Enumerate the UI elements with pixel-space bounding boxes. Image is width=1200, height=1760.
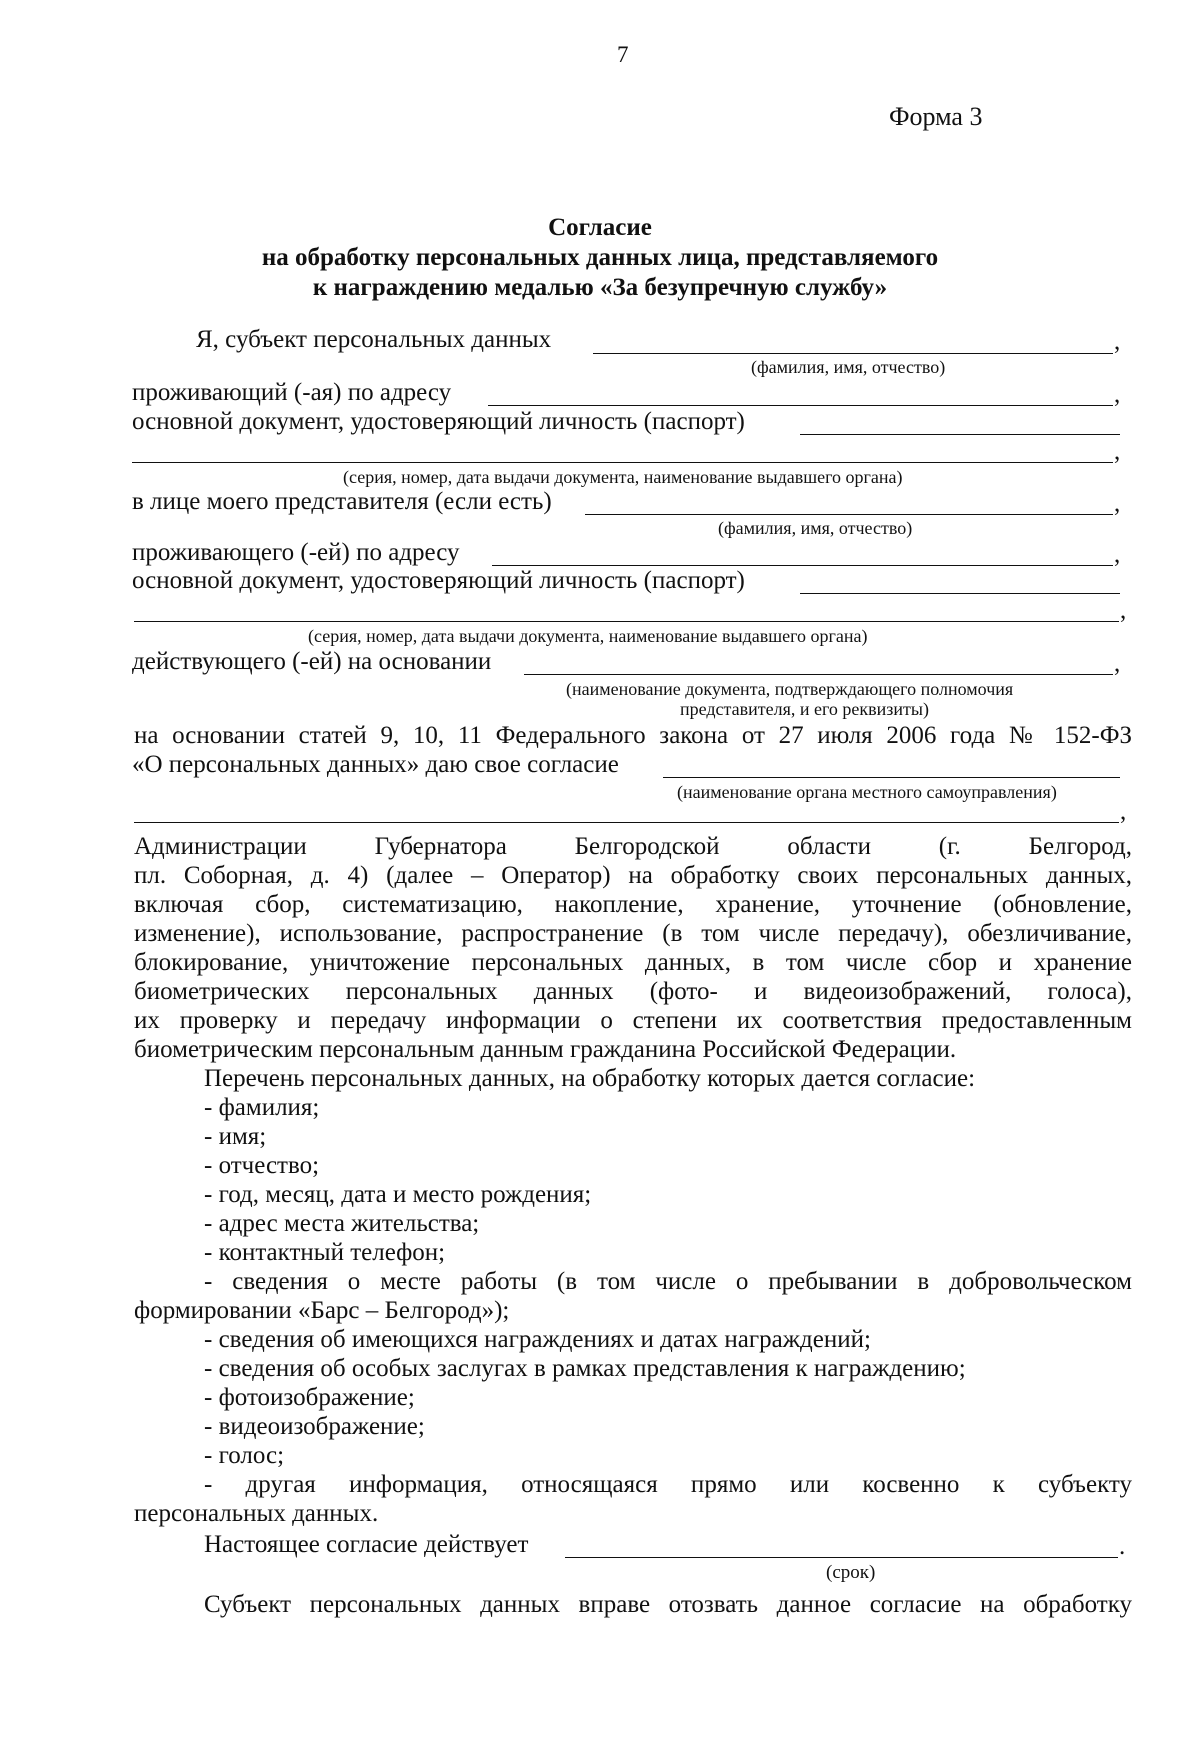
- list-item-work: - сведения о месте работы (в том числе о пребывании в добровольческом: [204, 1268, 1132, 1295]
- list-item: - фамилия;: [204, 1094, 320, 1121]
- comma: ,: [1114, 381, 1121, 408]
- organ-field-1[interactable]: [663, 777, 1120, 778]
- form-label: Форма 3: [889, 102, 983, 131]
- validity-term-field[interactable]: [565, 1557, 1118, 1558]
- word: области: [787, 833, 871, 860]
- list-item: - контактный телефон;: [204, 1239, 446, 1266]
- document-label: основной документ, удостоверяющий личность (паспорт): [132, 408, 745, 435]
- word: Белгородской: [574, 833, 720, 860]
- list-item: - голос;: [204, 1442, 285, 1469]
- basis-caption-2: представителя, и его реквизиты): [680, 699, 929, 719]
- word: Белгород,: [1028, 833, 1132, 860]
- organ-caption: (наименование органа местного самоуправления): [677, 782, 1057, 802]
- list-item: - сведения об имеющихся награждениях и датах награждений;: [204, 1326, 871, 1353]
- basis-caption-1: (наименование документа, подтверждающего полномочия: [566, 679, 1014, 699]
- paragraph-line: включая сбор, систематизацию, накопление, хранение, уточнение (обновление,: [134, 891, 1132, 918]
- comma: ,: [1114, 541, 1121, 568]
- list-item: - отчество;: [204, 1152, 320, 1179]
- comma: ,: [1114, 490, 1121, 517]
- subject-caption: (фамилия, имя, отчество): [751, 357, 946, 377]
- paragraph-line: пл. Соборная, д. 4) (далее – Оператор) на обработку своих персональных данных,: [134, 862, 1132, 889]
- list-item-work-cont: формировании «Барс – Белгород»);: [134, 1297, 510, 1324]
- list-intro: Перечень персональных данных, на обработку которых дается согласие:: [204, 1065, 976, 1092]
- rep-document-field-1[interactable]: [800, 593, 1120, 594]
- title-line-1: Согласие: [548, 214, 652, 241]
- document-field-2[interactable]: [132, 462, 1113, 463]
- paragraph-line: биометрических персональных данных (фото- и видеоизображений, голоса),: [134, 978, 1132, 1005]
- page-number: 7: [617, 42, 629, 67]
- paragraph-line: их проверку и передачу информации о степени их соответствия предоставленным: [134, 1007, 1132, 1034]
- law-line-2: «О персональных данных» даю свое согласие: [132, 751, 619, 778]
- word: Администрации: [134, 833, 307, 860]
- period: .: [1119, 1533, 1126, 1560]
- law-line-1: на основании статей 9, 10, 11 Федерального закона от 27 июля 2006 года № 152-ФЗ: [134, 722, 1132, 749]
- validity-caption: (срок): [826, 1562, 876, 1583]
- title-line-2: на обработку персональных данных лица, представляемого: [261, 244, 939, 271]
- rep-document-caption: (серия, номер, дата выдачи документа, наименование выдавшего органа): [308, 626, 868, 646]
- representative-label: в лице моего представителя (если есть): [132, 488, 552, 515]
- basis-field[interactable]: [524, 674, 1113, 675]
- comma: ,: [1120, 798, 1127, 825]
- revoke-line: Субъект персональных данных вправе отозвать данное согласие на обработку: [204, 1591, 1132, 1618]
- rep-address-label: проживающего (-ей) по адресу: [132, 539, 460, 566]
- list-item: - имя;: [204, 1123, 267, 1150]
- representative-caption: (фамилия, имя, отчество): [718, 518, 913, 538]
- comma: ,: [1114, 328, 1121, 355]
- comma: ,: [1114, 438, 1121, 465]
- subject-label: Я, субъект персональных данных: [196, 326, 552, 353]
- document-caption: (серия, номер, дата выдачи документа, наименование выдавшего органа): [343, 467, 903, 487]
- list-item-other-cont: персональных данных.: [134, 1500, 379, 1527]
- list-item: - видеоизображение;: [204, 1413, 425, 1440]
- list-item: - сведения об особых заслугах в рамках представления к награждению;: [204, 1355, 966, 1382]
- paragraph-line-last: биометрическим персональным данным гражданина Российской Федерации.: [134, 1036, 957, 1063]
- paragraph-line: изменение), использование, распространение (в том числе передачу), обезличивание,: [134, 920, 1132, 947]
- rep-document-field-2[interactable]: [134, 621, 1119, 622]
- representative-name-field[interactable]: [585, 514, 1113, 515]
- organ-field-2[interactable]: [134, 822, 1119, 823]
- list-item: - адрес места жительства;: [204, 1210, 480, 1237]
- word: Губернатора: [374, 833, 507, 860]
- comma: ,: [1120, 597, 1127, 624]
- basis-label: действующего (-ей) на основании: [132, 648, 492, 675]
- address-label: проживающий (-ая) по адресу: [132, 379, 452, 406]
- paragraph-line-words: [134, 832, 1132, 862]
- list-item: - год, месяц, дата и место рождения;: [204, 1181, 592, 1208]
- comma: ,: [1114, 650, 1121, 677]
- title-line-3: к награждению медалью «За безупречную службу»: [312, 274, 888, 301]
- word: (г.: [938, 833, 961, 860]
- subject-name-field[interactable]: [593, 353, 1113, 354]
- rep-document-label: основной документ, удостоверяющий личность (паспорт): [132, 567, 745, 594]
- list-item-other: - другая информация, относящаяся прямо или косвенно к субъекту: [204, 1471, 1132, 1498]
- validity-label: Настоящее согласие действует: [204, 1531, 529, 1558]
- address-field[interactable]: [488, 405, 1113, 406]
- document-field-1[interactable]: [800, 434, 1120, 435]
- paragraph-line: блокирование, уничтожение персональных данных, в том числе сбор и хранение: [134, 949, 1132, 976]
- list-item: - фотоизображение;: [204, 1384, 415, 1411]
